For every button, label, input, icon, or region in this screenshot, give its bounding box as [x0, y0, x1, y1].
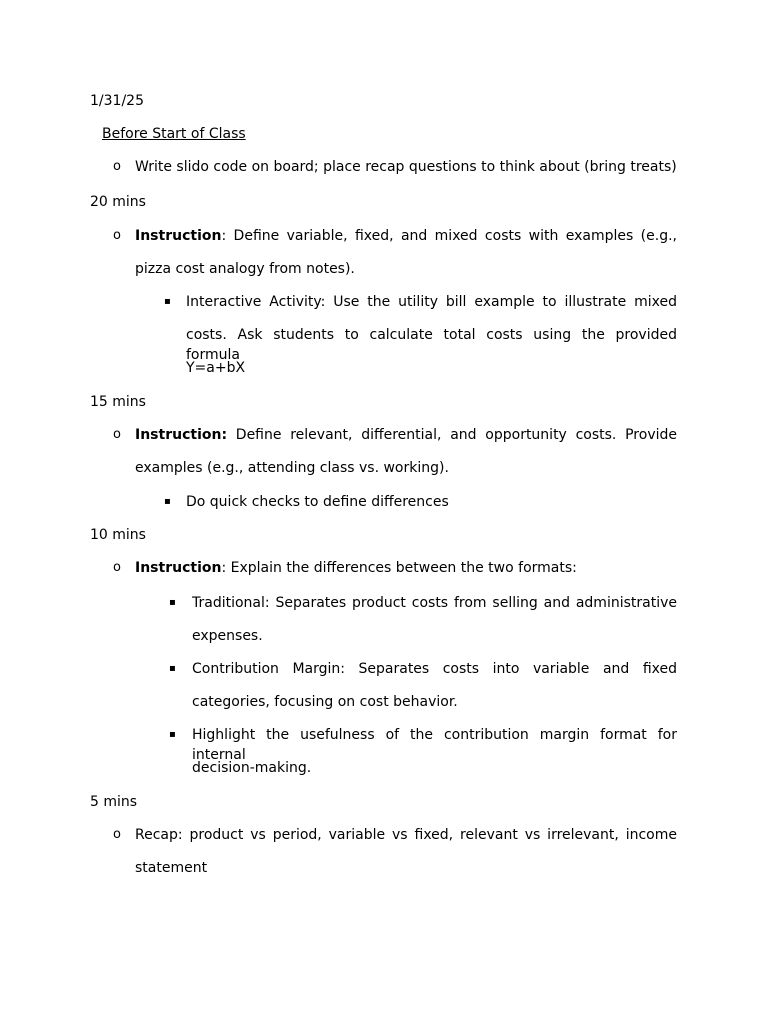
bullet-o-icon: o [113, 427, 121, 442]
section3-sub1-line2: expenses. [192, 628, 263, 644]
section1-sub-line1: Interactive Activity: Use the utility bill example to illustrate mixed [186, 294, 677, 310]
instruction-text: : Define variable, fixed, and mixed costs with examples (e.g., [221, 228, 677, 244]
section1-instruction-line2: pizza cost analogy from notes). [135, 261, 355, 277]
instruction-label: Instruction: [135, 427, 228, 443]
section4-recap-line1: Recap: product vs period, variable vs fixed, relevant vs irrelevant, income [135, 827, 677, 843]
bullet-square-icon: ▪ [169, 663, 176, 674]
section4-recap-line2: statement [135, 860, 208, 876]
section3-sub2-line1: Contribution Margin: Separates costs into variable and fixed [192, 661, 677, 677]
bullet-square-icon: ▪ [169, 597, 176, 608]
section2-instruction-line1 [135, 425, 677, 445]
section1-sub-line2: costs. Ask students to calculate total costs using the provided formula [186, 327, 677, 363]
section-time-10: 10 mins [90, 527, 146, 543]
bullet-o-icon: o [113, 159, 121, 174]
section-time-15: 15 mins [90, 394, 146, 410]
section3-instruction-line1 [135, 558, 577, 578]
section3-sub3-line2: decision-making. [192, 760, 312, 776]
bullet-o-icon: o [113, 827, 121, 842]
instruction-label: Instruction [135, 560, 222, 576]
instruction-text: Define relevant, differential, and opportunity costs. Provide [227, 427, 677, 443]
section-time-5: 5 mins [90, 794, 138, 810]
section2-sub-line1: Do quick checks to define differences [186, 494, 449, 510]
section2-instruction-line2: examples (e.g., attending class vs. working). [135, 460, 449, 476]
section3-sub2-line2: categories, focusing on cost behavior. [192, 694, 458, 710]
section-time-20: 20 mins [90, 194, 146, 210]
bullet-square-icon: ▪ [169, 729, 176, 740]
instruction-label: Instruction [135, 228, 222, 244]
before-class-heading: Before Start of Class [102, 126, 246, 142]
before-class-item: Write slido code on board; place recap questions to think about (bring treats) [135, 159, 677, 175]
section1-sub-line3: Y=a+bX [186, 360, 246, 376]
instruction-text: : Explain the differences between the two formats: [221, 560, 577, 576]
date-text: 1/31/25 [90, 93, 144, 109]
bullet-square-icon: ▪ [164, 496, 171, 507]
section3-sub3-line1: Highlight the usefulness of the contribution margin format for internal [192, 727, 677, 763]
bullet-square-icon: ▪ [164, 296, 171, 307]
bullet-o-icon: o [113, 228, 121, 243]
section3-sub1-line1: Traditional: Separates product costs from selling and administrative [192, 595, 677, 611]
bullet-o-icon: o [113, 560, 121, 575]
section1-instruction-line1 [135, 226, 677, 246]
